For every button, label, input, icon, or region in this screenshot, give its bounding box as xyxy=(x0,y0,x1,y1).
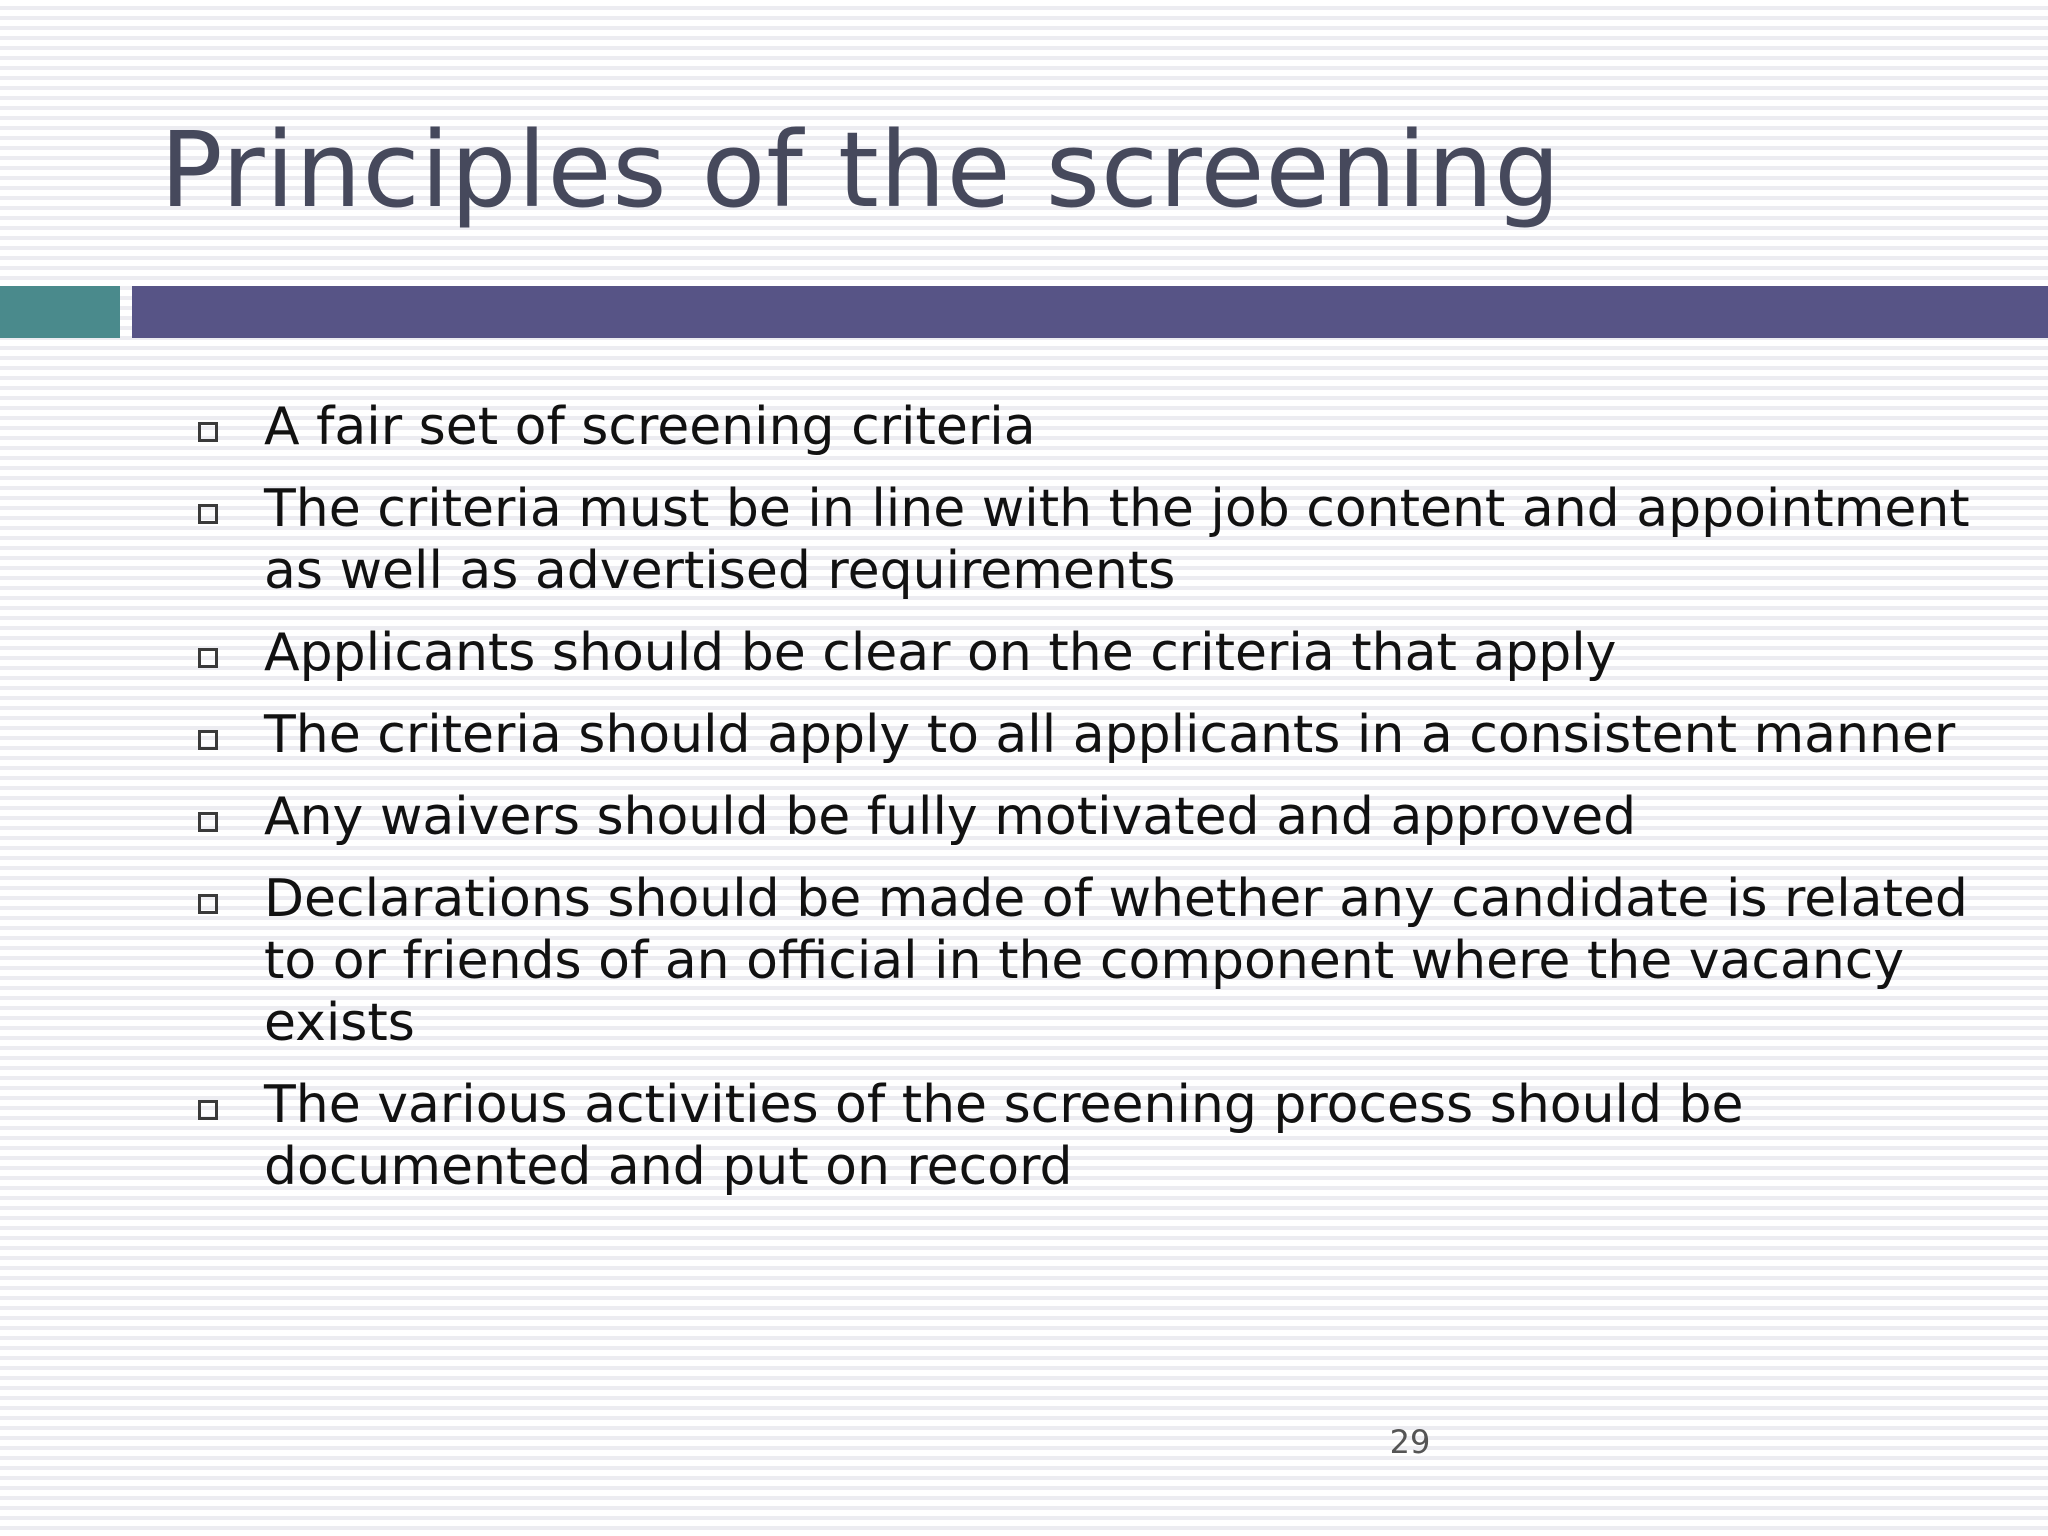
bullet-item xyxy=(190,786,1990,848)
bullet-text: A fair set of screening criteria xyxy=(264,397,1036,457)
bullet-item xyxy=(190,478,1990,602)
hollow-square-bullet-icon xyxy=(198,648,218,668)
hollow-square-bullet-icon xyxy=(198,894,218,914)
hollow-square-bullet-icon xyxy=(198,812,218,832)
bullet-item xyxy=(190,1074,1990,1198)
hollow-square-bullet-icon xyxy=(198,1100,218,1120)
hollow-square-bullet-icon xyxy=(198,422,218,442)
title-accent-bar-teal xyxy=(0,286,120,338)
bullet-item xyxy=(190,396,1990,458)
bullet-item xyxy=(190,622,1990,684)
slide-title: Principles of the screening xyxy=(160,109,1562,231)
bullet-text: The criteria should apply to all applicants in a consistent manner xyxy=(264,705,1956,765)
bullet-text: Applicants should be clear on the criteria that apply xyxy=(264,623,1617,683)
bullet-list xyxy=(190,396,1990,1218)
bullet-text: Any waivers should be fully motivated and approved xyxy=(264,787,1637,847)
hollow-square-bullet-icon xyxy=(198,504,218,524)
bullet-text: The various activities of the screening process should be documented and put on record xyxy=(264,1075,1744,1197)
bullet-item xyxy=(190,704,1990,766)
bullet-text: The criteria must be in line with the job content and appointment as well as advertised requirements xyxy=(264,479,1970,601)
bullet-text: Declarations should be made of whether any candidate is related to or friends of an official in the component where the vacancy exists xyxy=(264,869,1968,1053)
title-accent-bar-purple xyxy=(132,286,2048,338)
hollow-square-bullet-icon xyxy=(198,730,218,750)
page-number: 29 xyxy=(1389,1423,1431,1461)
bullet-item xyxy=(190,868,1990,1054)
